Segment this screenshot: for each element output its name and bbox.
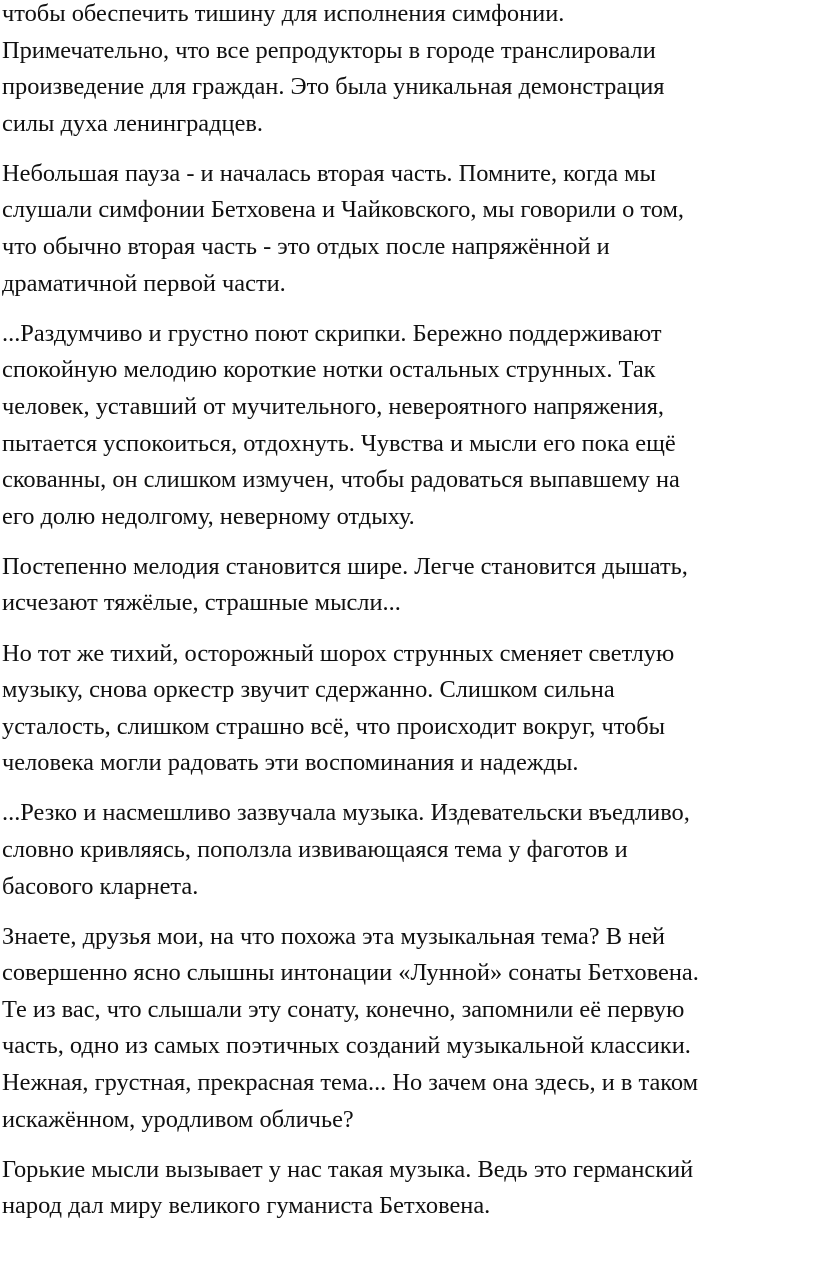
- paragraph-2: Небольшая пауза - и началась вторая часть. Помните, когда мы слушали симфонии Бетховена и Чайковского, мы говорили о том, что обычно вторая часть - это отдых после напряжённой и драматичной первой части.: [2, 159, 685, 297]
- paragraph-4: Постепенно мелодия становится шире. Легче становится дышать, исчезают тяжёлые, страшные мысли...: [2, 552, 688, 617]
- paragraph-1: чтобы обеспечить тишину для исполнения симфонии. Примечательно, что все репродукторы в городе транслировали произведение для граждан. Это была уникальная демонстрация силы духа ленинградцев.: [2, 0, 665, 137]
- paragraph-3: ...Раздумчиво и грустно поют скрипки. Бережно поддерживают спокойную мелодию короткие нотки остальных струнных. Так человек, уставший от мучительного, невероятного напряжения, пытается успокоиться, отдохнуть. Чувства и мысли его пока ещё скованны, он слишком измучен, чтобы радоваться выпавшему на его долю недолгому, неверному отдыху.: [2, 319, 680, 530]
- document-body: [2, 0, 810, 1238]
- paragraph-8: Горькие мысли вызывает у нас такая музыка. Ведь это германский народ дал миру великого гуманиста Бетховена.: [2, 1155, 694, 1220]
- paragraph-5: Но тот же тихий, осторожный шорох струнных сменяет светлую музыку, снова оркестр звучит сдержанно. Слишком сильна усталость, слишком страшно всё, что происходит вокруг, чтобы человека могли радовать эти воспоминания и надежды.: [2, 639, 675, 777]
- paragraph-7: Знаете, друзья мои, на что похожа эта музыкальная тема? В ней совершенно ясно слышны интонации «Лунной» сонаты Бетховена. Те из вас, что слышали эту сонату, конечно, запомнили её первую часть, одно из самых поэтичных созданий музыкальной классики. Нежная, грустная, прекрасная тема... Но зачем она здесь, и в таком искажённом, уродливом обличье?: [2, 922, 699, 1133]
- paragraph-6: ...Резко и насмешливо зазвучала музыка. Издевательски въедливо, словно кривляясь, поползла извивающаяся тема у фаготов и басового кларнета.: [2, 799, 690, 900]
